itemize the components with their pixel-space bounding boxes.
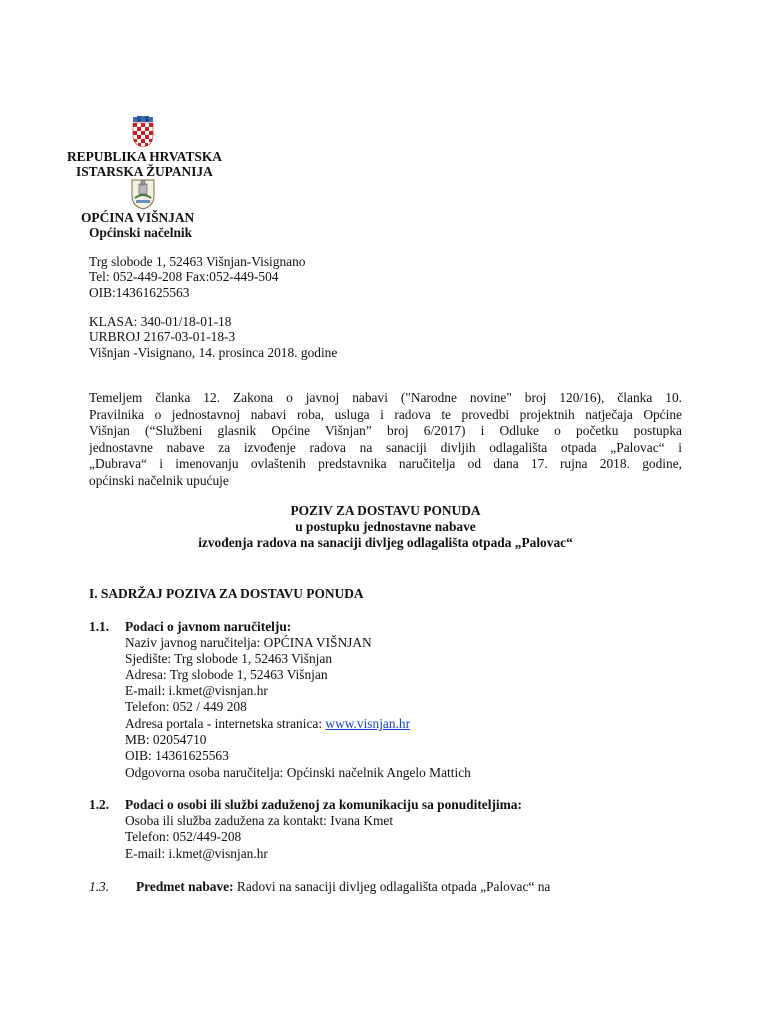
subsection-number: 1.1. <box>89 619 110 634</box>
place-date: Višnjan -Visignano, 14. prosinca 2018. godine <box>89 345 338 360</box>
document-title <box>89 503 682 551</box>
office-name: Općinski načelnik <box>89 225 193 240</box>
seat: Sjedište: Trg slobode 1, 52463 Višnjan <box>125 651 333 666</box>
subject-heading: Predmet nabave: <box>136 879 234 894</box>
portal-label: Adresa portala - internetska stranica: <box>125 716 326 731</box>
contracting-authority-name: Naziv javnog naručitelja: OPĆINA VIŠNJAN <box>125 635 372 650</box>
email-line: E-mail: i.kmet@visnjan.hr <box>125 683 268 698</box>
title-line-1: POZIV ZA DOSTAVU PONUDA <box>290 503 481 518</box>
subsection-heading: Podaci o javnom naručitelju: <box>125 619 292 634</box>
address-line: Adresa: Trg slobode 1, 52463 Višnjan <box>125 667 328 682</box>
title-line-3: izvođenja radova na sanaciji divljeg odlagališta otpada „Palovac“ <box>198 535 573 550</box>
intro-last-line: općinski načelnik upućuje <box>89 472 229 488</box>
contact-email-line: E-mail: i.kmet@visnjan.hr <box>125 846 268 861</box>
oib: OIB:14361625563 <box>89 285 190 300</box>
croatia-coat-of-arms-icon <box>131 116 155 148</box>
title-line-2: u postupku jednostavne nabave <box>295 519 476 534</box>
contact-phone-line: Telefon: 052/449-208 <box>125 829 242 844</box>
portal-line <box>125 716 410 732</box>
klasa: KLASA: 340-01/18-01-18 <box>89 314 232 329</box>
intro-line: „Dubrava“ i imenovanju ovlaštenih predstavnika naručitelja od dana 17. rujna 2018. godine, <box>89 456 682 471</box>
responsible-person-line: Odgovorna osoba naručitelja: Općinski načelnik Angelo Mattich <box>125 765 471 780</box>
subject-text: Radovi na sanaciji divljeg odlagališta otpada „Palovac“ na <box>233 879 551 894</box>
intro-line: Temeljem članka 12. Zakona o javnoj nabavi ("Narodne novine" broj 120/16), članka 10. <box>89 390 682 405</box>
intro-paragraph <box>89 390 682 489</box>
subsection-number: 1.2. <box>89 797 110 812</box>
subsection-heading: Podaci o osobi ili službi zaduženoj za komunikaciju sa ponuditeljima: <box>125 797 522 812</box>
urbroj: URBROJ 2167-03-01-18-3 <box>89 329 236 344</box>
subject-line <box>136 879 550 895</box>
address: Trg slobode 1, 52463 Višnjan-Visignano <box>89 254 306 269</box>
visnjan-coat-of-arms-icon <box>130 178 156 210</box>
country-name: REPUBLIKA HRVATSKA <box>67 149 222 164</box>
county-name: ISTARSKA ŽUPANIJA <box>76 164 213 179</box>
intro-line: jednostavne nabave za izvođenje radova na sanaciji divljih odlagališta otpada „Palovac“ i <box>89 439 682 455</box>
intro-line: Pravilnika o jednostavnoj nabavi roba, usluga i radova te provedbi projektnih natječaja Općine <box>89 406 682 422</box>
phone-line: Telefon: 052 / 449 208 <box>125 699 247 714</box>
intro-line: Višnjan (“Službeni glasnik Općine Višnjan” broj 6/2017) i Odluke o početku postupka <box>89 423 682 438</box>
contact-person-line: Osoba ili služba zadužena za kontakt: Ivana Kmet <box>125 813 394 828</box>
oib-line: OIB: 14361625563 <box>125 748 229 763</box>
phone-fax: Tel: 052-449-208 Fax:052-449-504 <box>89 269 279 284</box>
subsection-number: 1.3. <box>89 879 110 894</box>
mb-line: MB: 02054710 <box>125 732 207 747</box>
portal-link[interactable]: www.visnjan.hr <box>325 716 411 731</box>
section-heading: I. SADRŽAJ POZIVA ZA DOSTAVU PONUDA <box>89 586 364 601</box>
municipality-name: OPĆINA VIŠNJAN <box>81 210 195 225</box>
